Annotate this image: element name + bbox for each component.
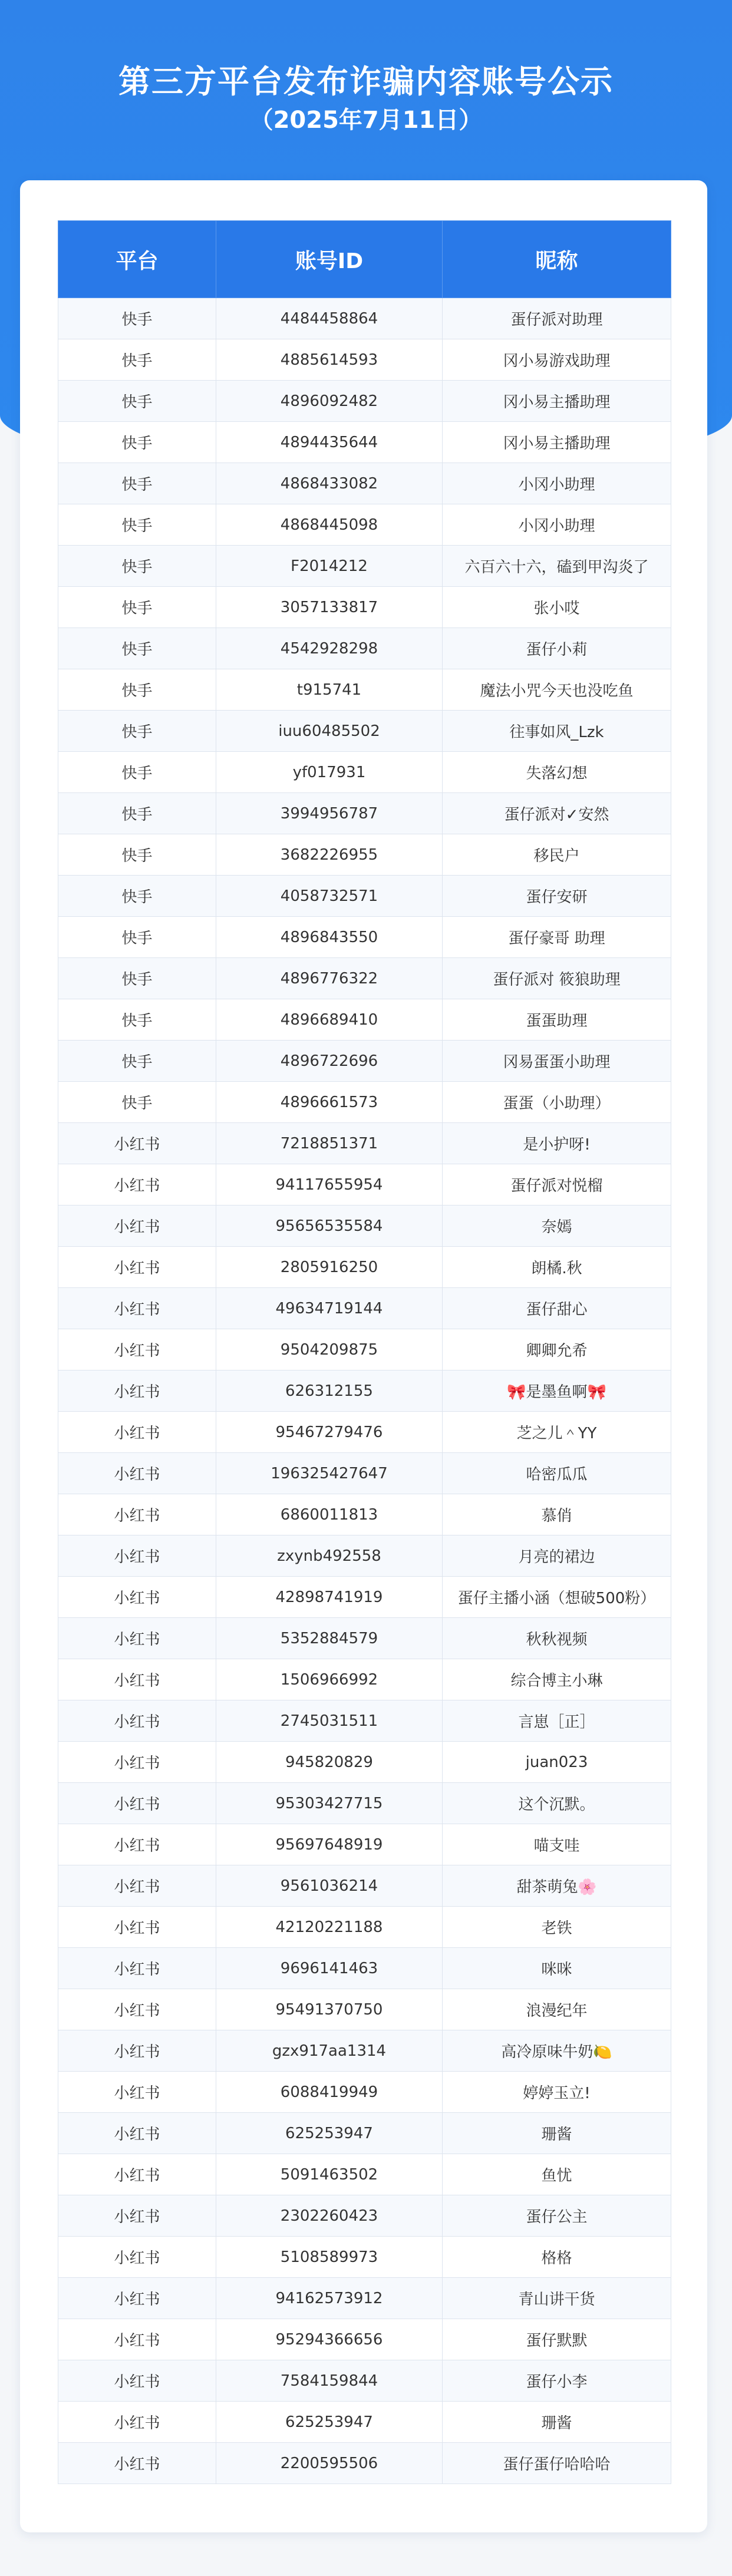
nickname-cell: 冈易蛋蛋小助理 xyxy=(443,1041,671,1082)
account-id-cell: 4885614593 xyxy=(216,339,443,381)
nickname-cell: 蛋仔甜心 xyxy=(443,1288,671,1329)
nickname-cell: 小冈小助理 xyxy=(443,504,671,546)
nickname-cell: 🎀是墨鱼啊🎀 xyxy=(443,1370,671,1412)
table-row xyxy=(58,669,671,711)
account-id-cell: 4896722696 xyxy=(216,1041,443,1082)
table-row xyxy=(58,546,671,587)
table-row xyxy=(58,2154,671,2195)
platform-cell: 小红书 xyxy=(58,1824,216,1865)
platform-cell: 小红书 xyxy=(58,2360,216,2402)
nickname-cell: 冈小易主播助理 xyxy=(443,381,671,422)
platform-cell: 小红书 xyxy=(58,1329,216,1370)
account-id-cell: 2302260423 xyxy=(216,2195,443,2237)
platform-cell: 小红书 xyxy=(58,2072,216,2113)
platform-cell: 小红书 xyxy=(58,1989,216,2030)
table-row xyxy=(58,1742,671,1783)
platform-cell: 小红书 xyxy=(58,2402,216,2443)
nickname-cell: 综合博主小琳 xyxy=(443,1659,671,1700)
nickname-cell: 蛋仔派对悦榴 xyxy=(443,1164,671,1206)
column-header-nickname: 昵称 xyxy=(443,221,671,298)
nickname-cell: juan023 xyxy=(443,1742,671,1783)
platform-cell: 小红书 xyxy=(58,2319,216,2360)
nickname-cell: 格格 xyxy=(443,2237,671,2278)
nickname-cell: 六百六十六，磕到甲沟炎了 xyxy=(443,546,671,587)
platform-cell: 小红书 xyxy=(58,2195,216,2237)
platform-cell: 快手 xyxy=(58,546,216,587)
platform-cell: 快手 xyxy=(58,381,216,422)
account-id-cell: 4896776322 xyxy=(216,958,443,999)
account-id-cell: yf017931 xyxy=(216,752,443,793)
table-row xyxy=(58,2402,671,2443)
table-row xyxy=(58,2237,671,2278)
platform-cell: 快手 xyxy=(58,587,216,628)
table-row xyxy=(58,1164,671,1206)
platform-cell: 小红书 xyxy=(58,1370,216,1412)
table-row xyxy=(58,1082,671,1123)
table-row xyxy=(58,2278,671,2319)
nickname-cell: 蛋仔豪哥 助理 xyxy=(443,917,671,958)
nickname-cell: 甜茶萌兔🌸 xyxy=(443,1865,671,1907)
account-id-cell: 94117655954 xyxy=(216,1164,443,1206)
table-row xyxy=(58,2195,671,2237)
table-row xyxy=(58,1948,671,1989)
account-id-cell: 1506966992 xyxy=(216,1659,443,1700)
nickname-cell: 芝之儿＾YY xyxy=(443,1412,671,1453)
table-row xyxy=(58,2072,671,2113)
account-id-cell: 2805916250 xyxy=(216,1247,443,1288)
platform-cell: 小红书 xyxy=(58,2113,216,2154)
platform-cell: 小红书 xyxy=(58,1412,216,1453)
table-row xyxy=(58,1659,671,1700)
nickname-cell: 慕俏 xyxy=(443,1494,671,1535)
account-id-cell: 3994956787 xyxy=(216,793,443,834)
platform-cell: 小红书 xyxy=(58,1700,216,1742)
platform-cell: 小红书 xyxy=(58,2030,216,2072)
account-id-cell: 5091463502 xyxy=(216,2154,443,2195)
account-id-cell: 4868445098 xyxy=(216,504,443,546)
account-id-cell: 7218851371 xyxy=(216,1123,443,1164)
platform-cell: 小红书 xyxy=(58,1948,216,1989)
table-row xyxy=(58,793,671,834)
platform-cell: 快手 xyxy=(58,339,216,381)
account-id-cell: 6088419949 xyxy=(216,2072,443,2113)
platform-cell: 小红书 xyxy=(58,1288,216,1329)
table-row xyxy=(58,752,671,793)
platform-cell: 小红书 xyxy=(58,1618,216,1659)
nickname-cell: 这个沉默。 xyxy=(443,1783,671,1824)
nickname-cell: 蛋仔蛋仔哈哈哈 xyxy=(443,2443,671,2484)
table-row xyxy=(58,381,671,422)
account-id-cell: 7584159844 xyxy=(216,2360,443,2402)
nickname-cell: 哈密瓜瓜 xyxy=(443,1453,671,1494)
nickname-cell: 蛋仔派对 筱狼助理 xyxy=(443,958,671,999)
account-id-cell: iuu60485502 xyxy=(216,711,443,752)
platform-cell: 小红书 xyxy=(58,1659,216,1700)
account-id-cell: 3682226955 xyxy=(216,834,443,876)
column-header-account-id: 账号ID xyxy=(216,221,443,298)
table-row xyxy=(58,2030,671,2072)
platform-cell: 小红书 xyxy=(58,1494,216,1535)
nickname-cell: 蛋仔派对助理 xyxy=(443,298,671,339)
nickname-cell: 往事如风_Lzk xyxy=(443,711,671,752)
nickname-cell: 高冷原味牛奶🍋 xyxy=(443,2030,671,2072)
account-id-cell: 626312155 xyxy=(216,1370,443,1412)
platform-cell: 快手 xyxy=(58,958,216,999)
table-row xyxy=(58,1247,671,1288)
platform-cell: 快手 xyxy=(58,752,216,793)
content-card xyxy=(20,180,707,2532)
platform-cell: 快手 xyxy=(58,504,216,546)
accounts-table xyxy=(58,220,671,2484)
account-id-cell: 625253947 xyxy=(216,2113,443,2154)
account-id-cell: 42898741919 xyxy=(216,1577,443,1618)
table-row xyxy=(58,2113,671,2154)
platform-cell: 快手 xyxy=(58,834,216,876)
nickname-cell: 青山讲干货 xyxy=(443,2278,671,2319)
table-row xyxy=(58,1618,671,1659)
platform-cell: 小红书 xyxy=(58,1865,216,1907)
platform-cell: 小红书 xyxy=(58,1206,216,1247)
nickname-cell: 浪漫纪年 xyxy=(443,1989,671,2030)
account-id-cell: 95491370750 xyxy=(216,1989,443,2030)
nickname-cell: 鱼忧 xyxy=(443,2154,671,2195)
account-id-cell: 2745031511 xyxy=(216,1700,443,1742)
nickname-cell: 蛋仔默默 xyxy=(443,2319,671,2360)
platform-cell: 快手 xyxy=(58,298,216,339)
account-id-cell: 5352884579 xyxy=(216,1618,443,1659)
platform-cell: 小红书 xyxy=(58,2278,216,2319)
page-title: 第三方平台发布诈骗内容账号公示 xyxy=(118,63,614,100)
table-row xyxy=(58,834,671,876)
platform-cell: 快手 xyxy=(58,1041,216,1082)
account-id-cell: 42120221188 xyxy=(216,1907,443,1948)
table-row xyxy=(58,1824,671,1865)
nickname-cell: 珊酱 xyxy=(443,2402,671,2443)
table-row xyxy=(58,1865,671,1907)
table-row xyxy=(58,711,671,752)
platform-cell: 小红书 xyxy=(58,1164,216,1206)
table-row xyxy=(58,1288,671,1329)
nickname-cell: 秋秋视频 xyxy=(443,1618,671,1659)
account-id-cell: gzx917aa1314 xyxy=(216,2030,443,2072)
table-row xyxy=(58,1577,671,1618)
table-row xyxy=(58,917,671,958)
account-id-cell: 196325427647 xyxy=(216,1453,443,1494)
account-id-cell: 95467279476 xyxy=(216,1412,443,1453)
account-id-cell: 5108589973 xyxy=(216,2237,443,2278)
platform-cell: 小红书 xyxy=(58,2154,216,2195)
table-row xyxy=(58,504,671,546)
platform-cell: 小红书 xyxy=(58,1123,216,1164)
nickname-cell: 移民户 xyxy=(443,834,671,876)
nickname-cell: 奈嫣 xyxy=(443,1206,671,1247)
platform-cell: 小红书 xyxy=(58,1247,216,1288)
platform-cell: 小红书 xyxy=(58,1742,216,1783)
account-id-cell: 4484458864 xyxy=(216,298,443,339)
account-id-cell: F2014212 xyxy=(216,546,443,587)
nickname-cell: 蛋仔主播小涵（想破500粉） xyxy=(443,1577,671,1618)
account-id-cell: 95656535584 xyxy=(216,1206,443,1247)
table-row xyxy=(58,876,671,917)
account-id-cell: 4896843550 xyxy=(216,917,443,958)
nickname-cell: 蛋蛋（小助理） xyxy=(443,1082,671,1123)
table-row xyxy=(58,1783,671,1824)
platform-cell: 快手 xyxy=(58,463,216,504)
platform-cell: 快手 xyxy=(58,876,216,917)
account-id-cell: 4058732571 xyxy=(216,876,443,917)
nickname-cell: 蛋仔小李 xyxy=(443,2360,671,2402)
account-id-cell: 49634719144 xyxy=(216,1288,443,1329)
table-row xyxy=(58,2319,671,2360)
platform-cell: 快手 xyxy=(58,711,216,752)
table-row xyxy=(58,422,671,463)
platform-cell: 小红书 xyxy=(58,1453,216,1494)
account-id-cell: zxynb492558 xyxy=(216,1535,443,1577)
page-date: （2025年7月11日） xyxy=(249,107,483,134)
account-id-cell: 9504209875 xyxy=(216,1329,443,1370)
nickname-cell: 冈小易主播助理 xyxy=(443,422,671,463)
table-row xyxy=(58,628,671,669)
account-id-cell: 95697648919 xyxy=(216,1824,443,1865)
nickname-cell: 是小护呀! xyxy=(443,1123,671,1164)
account-id-cell: 6860011813 xyxy=(216,1494,443,1535)
platform-cell: 快手 xyxy=(58,628,216,669)
table-row xyxy=(58,1041,671,1082)
nickname-cell: 卿卿允希 xyxy=(443,1329,671,1370)
table-row xyxy=(58,1206,671,1247)
table-row xyxy=(58,1907,671,1948)
nickname-cell: 魔法小咒今天也没吃鱼 xyxy=(443,669,671,711)
platform-cell: 快手 xyxy=(58,1082,216,1123)
nickname-cell: 冈小易游戏助理 xyxy=(443,339,671,381)
table-row xyxy=(58,1700,671,1742)
account-id-cell: 95294366656 xyxy=(216,2319,443,2360)
table-row xyxy=(58,1494,671,1535)
platform-cell: 小红书 xyxy=(58,1907,216,1948)
table-row xyxy=(58,958,671,999)
table-row xyxy=(58,587,671,628)
nickname-cell: 失落幻想 xyxy=(443,752,671,793)
table-row xyxy=(58,1453,671,1494)
table-row xyxy=(58,1370,671,1412)
table-row xyxy=(58,1412,671,1453)
account-id-cell: 4542928298 xyxy=(216,628,443,669)
table-row xyxy=(58,1989,671,2030)
platform-cell: 小红书 xyxy=(58,2443,216,2484)
table-row xyxy=(58,999,671,1041)
nickname-cell: 喵支哇 xyxy=(443,1824,671,1865)
table-header-row xyxy=(58,221,671,298)
nickname-cell: 珊酱 xyxy=(443,2113,671,2154)
account-id-cell: 95303427715 xyxy=(216,1783,443,1824)
account-id-cell: 9561036214 xyxy=(216,1865,443,1907)
platform-cell: 快手 xyxy=(58,999,216,1041)
platform-cell: 小红书 xyxy=(58,1577,216,1618)
table-body xyxy=(58,298,671,2484)
nickname-cell: 蛋仔小莉 xyxy=(443,628,671,669)
table-row xyxy=(58,339,671,381)
platform-cell: 小红书 xyxy=(58,1535,216,1577)
platform-cell: 快手 xyxy=(58,422,216,463)
account-id-cell: 3057133817 xyxy=(216,587,443,628)
platform-cell: 快手 xyxy=(58,669,216,711)
table-row xyxy=(58,1329,671,1370)
account-id-cell: 4894435644 xyxy=(216,422,443,463)
nickname-cell: 蛋蛋助理 xyxy=(443,999,671,1041)
account-id-cell: 4896661573 xyxy=(216,1082,443,1123)
account-id-cell: 2200595506 xyxy=(216,2443,443,2484)
account-id-cell: 94162573912 xyxy=(216,2278,443,2319)
account-id-cell: 4896689410 xyxy=(216,999,443,1041)
platform-cell: 快手 xyxy=(58,793,216,834)
nickname-cell: 小冈小助理 xyxy=(443,463,671,504)
platform-cell: 小红书 xyxy=(58,2237,216,2278)
account-id-cell: 945820829 xyxy=(216,1742,443,1783)
table-row xyxy=(58,1535,671,1577)
nickname-cell: 言崽［正］ xyxy=(443,1700,671,1742)
platform-cell: 快手 xyxy=(58,917,216,958)
table-row xyxy=(58,463,671,504)
nickname-cell: 蛋仔派对✓安然 xyxy=(443,793,671,834)
nickname-cell: 张小哎 xyxy=(443,587,671,628)
table-row xyxy=(58,1123,671,1164)
nickname-cell: 蛋仔公主 xyxy=(443,2195,671,2237)
nickname-cell: 婷婷玉立! xyxy=(443,2072,671,2113)
nickname-cell: 月亮的裙边 xyxy=(443,1535,671,1577)
account-id-cell: 4896092482 xyxy=(216,381,443,422)
table-row xyxy=(58,2360,671,2402)
nickname-cell: 朗橘.秋 xyxy=(443,1247,671,1288)
platform-cell: 小红书 xyxy=(58,1783,216,1824)
nickname-cell: 老铁 xyxy=(443,1907,671,1948)
table-row xyxy=(58,298,671,339)
column-header-platform: 平台 xyxy=(58,221,216,298)
account-id-cell: 9696141463 xyxy=(216,1948,443,1989)
table-row xyxy=(58,2443,671,2484)
account-id-cell: t915741 xyxy=(216,669,443,711)
nickname-cell: 蛋仔安研 xyxy=(443,876,671,917)
nickname-cell: 咪咪 xyxy=(443,1948,671,1989)
account-id-cell: 625253947 xyxy=(216,2402,443,2443)
account-id-cell: 4868433082 xyxy=(216,463,443,504)
